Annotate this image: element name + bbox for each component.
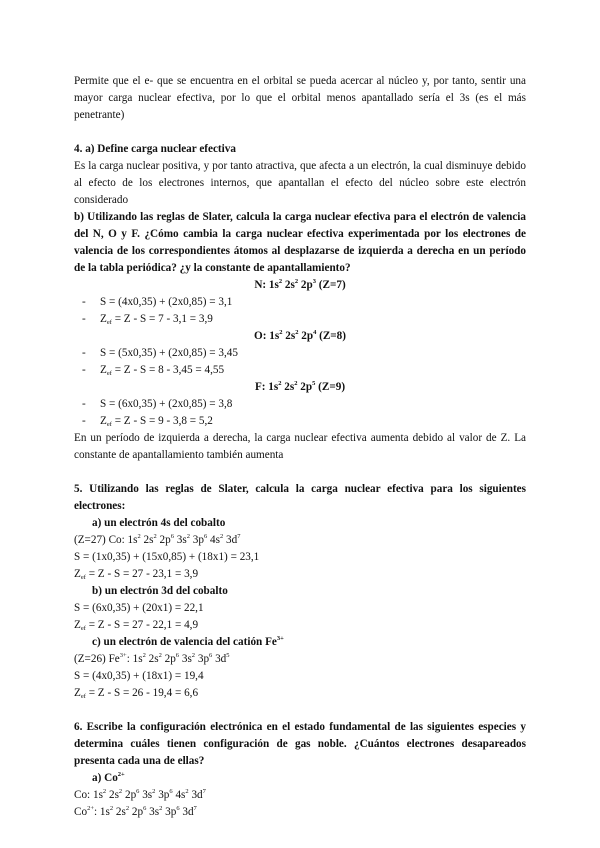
n-config: N: $1s^2$ $2s^2$ $2p^3$ (Z=7) [254, 278, 346, 291]
q4a-title: 4. a) Define carga nuclear efectiva [74, 143, 236, 155]
q5c-zef: $Z_{ef} = Z - S = 26 - 19,4 = 6,6$ [74, 687, 199, 700]
q4-conclusion: En un período de izquierda a derecha, la carga nuclear efectiva aumenta debido al valor de Z. La constante de apantallamiento también aumenta [74, 432, 526, 461]
intro-paragraph: Permite que el e- que se encuentra en el orbital se pueda acercar al núcleo y, por tanto, sentir una mayor carga nuclear efectiva, por lo que el orbital menos apantallado sería el 3s (es el más penetrante) [74, 75, 526, 121]
f-screening: - S = (6x0,35) + (2x0,85) = 3,8 [82, 396, 526, 413]
n-zef: - $Z_{ef} = Z - S = 7 - 3,1 = 3,9$ [82, 311, 526, 328]
n-screening: - S = (4x0,35) + (2x0,85) = 3,1 [82, 294, 526, 311]
f-zef: - $Z_{ef} = Z - S = 9 - 3,8 = 5,2$ [82, 413, 526, 430]
q5c-config: (Z=26) $Fe^{3+}$: $1s^2$ $2s^2$ $2p^6$ $3s^2$ $3p^6$ $3d^5$ [74, 652, 230, 665]
document-page [74, 73, 526, 821]
f-config: F: $1s^2$ $2s^2$ $2p^5$ (Z=9) [254, 380, 346, 393]
q5a-config: (Z=27) Co: $1s^2$ $2s^2$ $2p^6$ $3s^2$ $3p^6$ $4s^2$ $3d^7$ [74, 533, 241, 546]
q5a-label: a) un electrón 4s del cobalto [92, 517, 226, 529]
q6-title: 6. Escribe la configuración electrónica en el estado fundamental de las siguientes especies y determina cuáles tienen configuración de gas noble. ¿Cuántos electrones desapareados presenta cada una de ellas? [74, 721, 526, 767]
o-zef: - $Z_{ef} = Z - S = 8 - 3,45 = 4,55$ [82, 362, 526, 379]
q5-title: 5. Utilizando las reglas de Slater, calcula la carga nuclear efectiva para los siguientes electrones: [74, 483, 526, 512]
co2-config: $Co^{2+}$: $1s^2$ $2s^2$ $2p^6$ $3s^2$ $3p^6$ $3d^7$ [74, 805, 197, 818]
o-config: O: $1s^2$ $2s^2$ $2p^4$ (Z=8) [254, 329, 346, 342]
q5b-zef: $Z_{ef} = Z - S = 27 - 22,1 = 4,9$ [74, 619, 199, 632]
q5b-label: b) un electrón 3d del cobalto [92, 585, 228, 597]
q4b-title: b) Utilizando las reglas de Slater, calcula la carga nuclear efectiva para el electrón de valencia del N, O y F. ¿Cómo cambia la carga nuclear efectiva experimentada por los electrones de valencia de los correspondientes átomos al desplazarse de izquierda a derecha en un período de la tabla periódica? ¿y la constante de apantallamiento? [74, 211, 526, 274]
q5c-label: c) un electrón de valencia del catión $Fe^{3+}$ [92, 635, 284, 648]
q5c-screening: S = (4x0,35) + (18x1) = 19,4 [74, 670, 204, 682]
co-config: Co: $1s^2$ $2s^2$ $2p^6$ $3s^2$ $3p^6$ $4s^2$ $3d^7$ [74, 788, 206, 801]
q4a-answer: Es la carga nuclear positiva, y por tanto atractiva, que afecta a un electrón, la cual disminuye debido al efecto de los electrones internos, que apantallan el efecto del núcleo sobre este electrón considerado [74, 160, 526, 206]
q5a-zef: $Z_{ef} = Z - S = 27 - 23,1 = 3,9$ [74, 568, 199, 581]
q5b-screening: S = (6x0,35) + (20x1) = 22,1 [74, 602, 204, 614]
o-screening: - S = (5x0,35) + (2x0,85) = 3,45 [82, 345, 526, 362]
q5a-screening: S = (1x0,35) + (15x0,85) + (18x1) = 23,1 [74, 551, 260, 563]
q6a-label: a) $Co^{2+}$ [92, 771, 125, 784]
